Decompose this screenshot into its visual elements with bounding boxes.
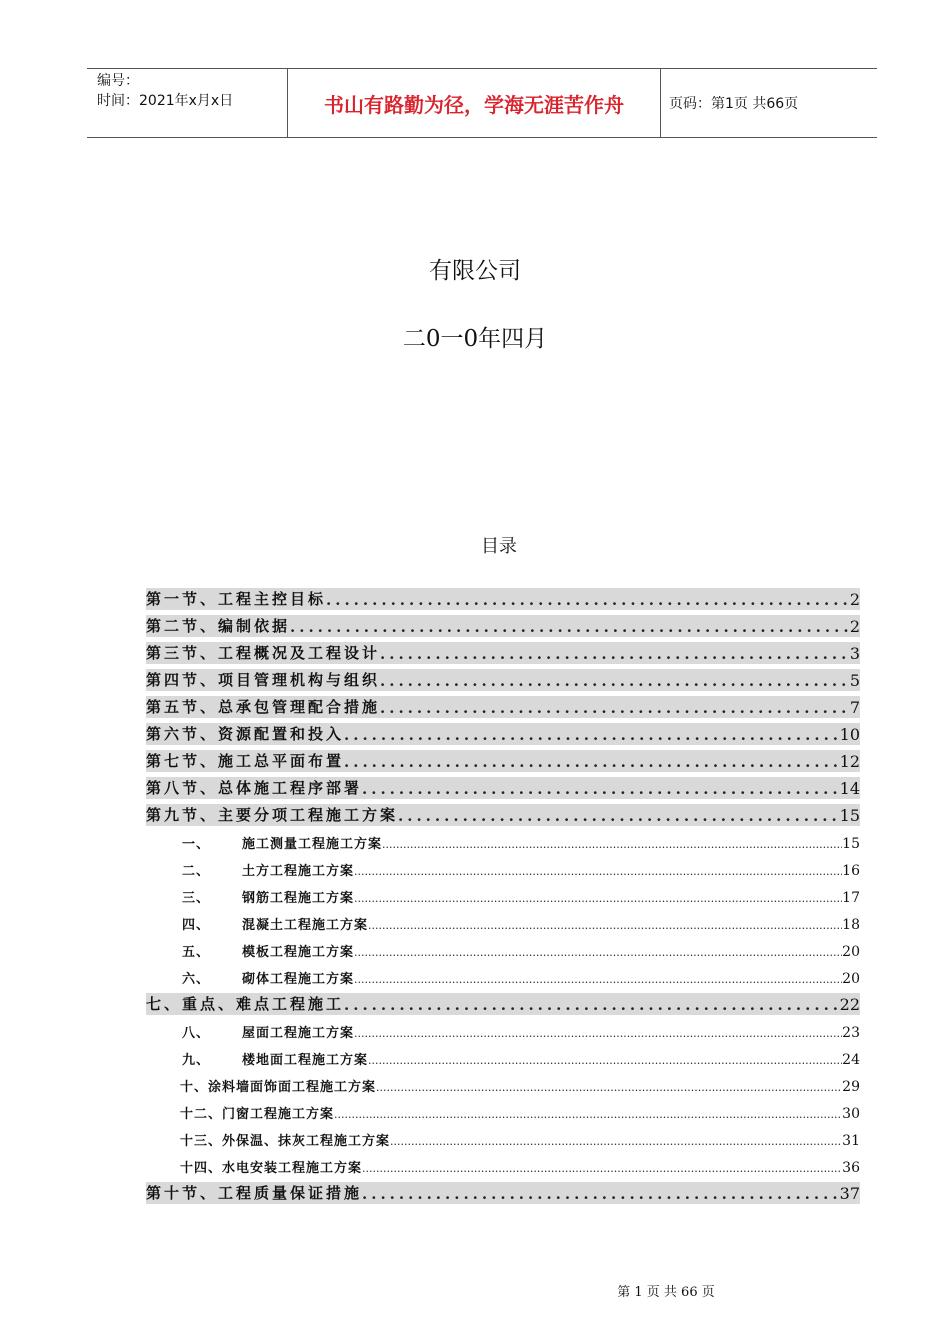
toc-entry-label: 砌体工程施工方案	[242, 972, 355, 987]
toc-entry-number: 三、	[182, 891, 211, 906]
table-of-contents	[146, 586, 860, 1207]
toc-entry-number: 四、	[182, 918, 211, 933]
toc-entry[interactable]	[146, 748, 860, 775]
toc-entry-leader-dots	[354, 1026, 842, 1045]
page-footer: 第 1 页 共 66 页	[617, 1285, 715, 1300]
toc-entry-leader-dots	[326, 591, 850, 613]
toc-entry-label: 混凝土工程施工方案	[242, 918, 369, 933]
toc-entry[interactable]	[146, 1099, 860, 1126]
toc-entry-page: 12	[839, 752, 860, 771]
toc-entry[interactable]	[146, 1180, 860, 1207]
toc-entry-page: 30	[842, 1106, 860, 1122]
toc-entry[interactable]	[146, 910, 860, 937]
toc-entry-leader-dots	[354, 891, 842, 910]
toc-entry-leader-dots	[380, 645, 850, 667]
toc-entry-page: 22	[839, 995, 860, 1014]
toc-entry[interactable]	[146, 613, 860, 640]
toc-entry-leader-dots	[382, 837, 842, 856]
toc-entry-label: 模板工程施工方案	[242, 945, 355, 960]
toc-entry-label: 第一节、工程主控目标	[146, 590, 327, 608]
toc-title: 目录	[481, 536, 517, 557]
toc-entry-page: 18	[842, 917, 860, 933]
toc-entry[interactable]	[146, 1045, 860, 1072]
toc-entry-label: 第八节、总体施工程序部署	[146, 779, 363, 797]
toc-entry-page: 29	[842, 1079, 860, 1095]
toc-entry-label: 第二节、编制依据	[146, 617, 291, 635]
toc-entry-page: 23	[842, 1025, 860, 1041]
toc-entry-leader-dots	[354, 864, 842, 883]
toc-entry[interactable]	[146, 1072, 860, 1099]
toc-entry-page: 16	[842, 863, 860, 879]
toc-entry[interactable]	[146, 1126, 860, 1153]
toc-entry[interactable]	[146, 1018, 860, 1045]
toc-entry-page: 20	[842, 944, 860, 960]
toc-entry-number: 八、	[182, 1026, 211, 1041]
toc-entry-label: 七、重点、难点工程施工	[146, 995, 345, 1013]
toc-entry-page: 2	[849, 590, 860, 609]
header-left-cell	[87, 69, 287, 137]
toc-entry-page: 7	[849, 698, 860, 717]
toc-entry-indent	[146, 1095, 180, 1099]
toc-entry-page: 20	[842, 971, 860, 987]
toc-entry-number: 二、	[182, 864, 211, 879]
toc-entry-label: 第五节、总承包管理配合措施	[146, 698, 381, 716]
toc-entry-leader-dots	[362, 1185, 840, 1207]
toc-entry-label: 第七节、施工总平面布置	[146, 752, 345, 770]
serial-label: 编号：	[97, 73, 139, 89]
header-page-info: 页码：第1页 共66页	[669, 96, 799, 112]
toc-entry-label: 土方工程施工方案	[242, 864, 355, 879]
toc-entry-label: 第三节、工程概况及工程设计	[146, 644, 381, 662]
toc-entry-leader-dots	[344, 996, 840, 1018]
toc-entry-leader-dots	[380, 672, 850, 694]
toc-entry-label: 钢筋工程施工方案	[242, 891, 355, 906]
toc-entry-leader-dots	[390, 1134, 842, 1153]
toc-entry[interactable]	[146, 721, 860, 748]
toc-entry[interactable]	[146, 829, 860, 856]
toc-entry-leader-dots	[362, 780, 840, 802]
toc-entry-page: 14	[839, 779, 860, 798]
toc-entry-label: 十、涂料墙面饰面工程施工方案	[180, 1080, 377, 1095]
toc-entry-leader-dots	[344, 726, 840, 748]
motto: 书山有路勤为径，学海无涯苦作舟	[287, 69, 661, 137]
toc-entry[interactable]	[146, 775, 860, 802]
toc-entry-number: 五、	[182, 945, 211, 960]
toc-entry[interactable]	[146, 937, 860, 964]
toc-entry[interactable]	[146, 667, 860, 694]
toc-entry-page: 3	[849, 644, 860, 663]
toc-entry-label: 第九节、主要分项工程施工方案	[146, 806, 399, 824]
toc-entry-page: 24	[842, 1052, 860, 1068]
toc-entry-page: 15	[842, 836, 860, 852]
toc-entry-leader-dots	[368, 1053, 842, 1072]
toc-entry-page: 2	[849, 617, 860, 636]
toc-entry-indent	[146, 1149, 180, 1153]
toc-entry-indent	[146, 1122, 180, 1126]
toc-entry-label: 屋面工程施工方案	[242, 1026, 355, 1041]
toc-entry[interactable]	[146, 802, 860, 829]
toc-entry[interactable]	[146, 991, 860, 1018]
toc-entry-leader-dots	[334, 1107, 842, 1126]
toc-entry[interactable]	[146, 640, 860, 667]
toc-entry[interactable]	[146, 1153, 860, 1180]
toc-entry-leader-dots	[362, 1161, 842, 1180]
toc-entry[interactable]	[146, 586, 860, 613]
toc-entry-label: 十四、水电安装工程施工方案	[180, 1161, 363, 1176]
toc-entry-indent	[146, 1176, 180, 1180]
toc-entry-leader-dots	[380, 699, 850, 721]
toc-entry-number: 九、	[182, 1053, 211, 1068]
toc-entry-page: 5	[849, 671, 860, 690]
toc-entry[interactable]	[146, 856, 860, 883]
toc-entry-number: 一、	[182, 837, 211, 852]
cover-date: 二0一0年四月	[402, 326, 548, 352]
toc-entry-page: 36	[842, 1160, 860, 1176]
toc-entry-label: 施工测量工程施工方案	[242, 837, 383, 852]
toc-entry-label: 楼地面工程施工方案	[242, 1053, 369, 1068]
toc-entry-leader-dots	[354, 945, 842, 964]
toc-entry-page: 37	[839, 1184, 860, 1203]
toc-entry-number: 六、	[182, 972, 211, 987]
company-name: 有限公司	[429, 258, 521, 284]
toc-entry-leader-dots	[354, 972, 842, 991]
toc-entry-leader-dots	[344, 753, 840, 775]
header-table	[87, 68, 877, 138]
toc-entry-leader-dots	[398, 807, 840, 829]
toc-entry-leader-dots	[376, 1080, 842, 1099]
toc-entry-label: 十三、外保温、抹灰工程施工方案	[180, 1134, 391, 1149]
toc-entry-leader-dots	[290, 618, 850, 640]
toc-entry-leader-dots	[368, 918, 842, 937]
toc-entry[interactable]	[146, 883, 860, 910]
toc-entry-page: 15	[839, 806, 860, 825]
toc-entry-page: 31	[842, 1133, 860, 1149]
toc-entry-page: 10	[839, 725, 860, 744]
toc-entry-page: 17	[842, 890, 860, 906]
toc-entry-label: 第四节、项目管理机构与组织	[146, 671, 381, 689]
time-label: 时间：2021年x月x日	[97, 93, 234, 109]
toc-entry[interactable]	[146, 694, 860, 721]
toc-entry-label: 第六节、资源配置和投入	[146, 725, 345, 743]
toc-entry-label: 第十节、工程质量保证措施	[146, 1184, 363, 1202]
toc-entry-label: 十二、门窗工程施工方案	[180, 1107, 335, 1122]
toc-entry[interactable]	[146, 964, 860, 991]
